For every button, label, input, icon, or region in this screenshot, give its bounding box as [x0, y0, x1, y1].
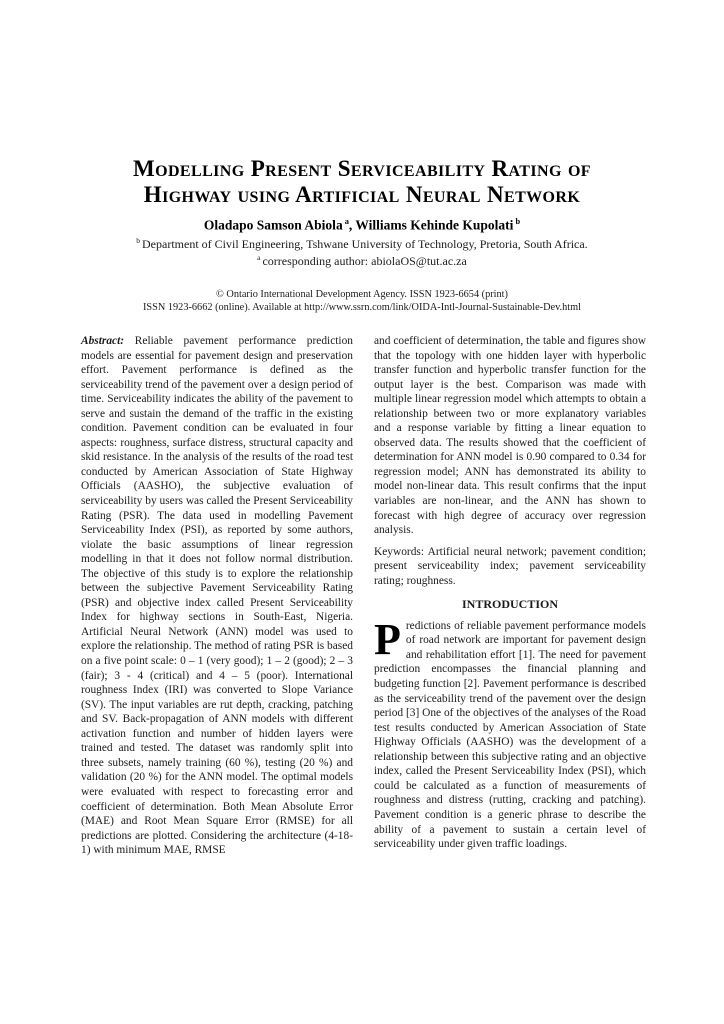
introduction-paragraph	[374, 614, 646, 852]
introduction-heading: INTRODUCTION	[461, 597, 558, 612]
author-2-superscript: b	[515, 217, 521, 226]
corresponding-author-text: corresponding author: abiolaOS@tut.ac.za	[262, 253, 467, 268]
keywords-text: Artificial neural network; pavement condition; present serviceability index; pavement serviceability rating; roughness.	[374, 545, 647, 587]
copyright-line-2: ISSN 1923-6662 (online). Available at http://www.ssrn.com/link/OIDA-Intl-Journal-Sustainable-Dev.html	[142, 302, 582, 313]
corresponding-author-line	[0, 253, 724, 269]
page-title	[0, 156, 724, 208]
left-column	[81, 334, 353, 858]
author-1-superscript: a	[344, 217, 349, 226]
authors-line	[0, 217, 724, 234]
two-column-body	[81, 334, 647, 858]
keywords-label: Keywords:	[374, 545, 424, 558]
introduction-text: redictions of reliable pavement performance models of road network are important for pavement design and rehabilitation effort [1]. The need for pavement prediction encompasses the financial planning and budgeting function [2]. Pavement performance is described as the serviceability trend of the pavement over the design period [3] One of the objectives of the analyses of the Road test results conducted by American Association of State Highway Officials (AASHO) was the development of a relationship between this subjective rating and an objective index, called the Present Serviceability Index (PSI), which could be calculated as a function of measurements of roughness and distress (rutting, cracking and patching). Pavement condition is a generic phrase to describe the ability of a pavement to sustain a certain level of serviceability under given traffic loadings.	[374, 619, 646, 851]
introduction-dropcap: P	[374, 614, 401, 664]
corresponding-superscript: a	[257, 252, 261, 262]
page-title-line-2: Highway using Artificial Neural Network	[143, 182, 581, 207]
abstract-column1-text: Reliable pavement performance prediction models are essential for pavement design and preservation effort. Pavement performance is defined as the serviceability trend of the pavement over a design period of time. Serviceability indicates the ability of the pavement to serve and sustain the demand of the traffic in the existing condition. Pavement condition can be evaluated in four aspects: roughness, surface distress, structural capacity and skid resistance. In the analysis of the results of the road test conducted by American Association of State Highway Officials (AASHO), the subjective evaluation of serviceability by users was called the Present Serviceability Rating (PSR). The data used in modelling Pavement Serviceability Index (PSI), as reported by some authors, violate the basic assumptions of linear regression modelling in that it does not follow normal distribution. The objective of this study is to explore the relationship between the subjective Pavement Serviceability Rating (PSR) and objective index called Present Serviceability Index for highway sections in South-East, Nigeria. Artificial Neural Network (ANN) model was used to explore the relationship. The method of rating PSR is based on a five point scale: 0 – 1 (very good); 1 – 2 (good); 2 – 3 (fair); 3 - 4 (critical) and 4 – 5 (poor). International roughness Index (IRI) was converted to Slope Variance (SV). The input variables are rut depth, cracking, patching and SV. Back-propagation of ANN models with different activation function and number of hidden layers were trained and tested. The dataset was randomly split into three subsets, namely training (60 %), testing (20 %) and validation (20 %) for the ANN model. The optimal models were evaluated with respect to forecasting error and coefficient of determination. Both Mean Absolute Error (MAE) and Root Mean Square Error (RMSE) for all predictions are plotted. Considering the architecture (4-18-1) with minimum MAE, RMSE	[81, 335, 353, 857]
abstract-label: Abstract:	[81, 335, 125, 347]
author-2-name: Williams Kehinde Kupolati	[355, 217, 514, 233]
paper-header	[0, 156, 724, 315]
abstract-column2-text: and coefficient of determination, the table and figures show that the topology with one hidden layer with hyperbolic transfer function and hyperbolic transfer function for the output layer is the best. Comparison was made with multiple linear regression model which attempts to obtain a relationship between two or more explanatory variables and a response variable by fitting a linear equation to observed data. The results showed that the coefficient of determination for ANN model is 0.90 compared to 0.34 for regression model; ANN has demonstrated its ability to model non-linear data. This result confirms that the input variables are non-linear, and the ANN has shown to forecast with high degree of accuracy over regression analysis.	[374, 335, 646, 537]
affiliation-line	[0, 236, 724, 252]
abstract-paragraph-col1	[81, 334, 353, 858]
right-column	[374, 334, 646, 858]
authors-separator: ,	[348, 217, 356, 233]
affiliation-text: Department of Civil Engineering, Tshwane University of Technology, Pretoria, South Africa.	[142, 236, 588, 251]
affiliation-superscript: b	[136, 235, 141, 245]
keywords-paragraph	[374, 545, 646, 589]
copyright-line-1: © Ontario International Development Agency. ISSN 1923-6654 (print)	[216, 288, 508, 300]
author-1-name: Oladapo Samson Abiola	[203, 217, 343, 233]
copyright-block	[0, 288, 724, 315]
abstract-paragraph-col2	[374, 334, 646, 538]
page-title-line-1: Modelling Present Serviceability Rating of	[133, 156, 591, 181]
